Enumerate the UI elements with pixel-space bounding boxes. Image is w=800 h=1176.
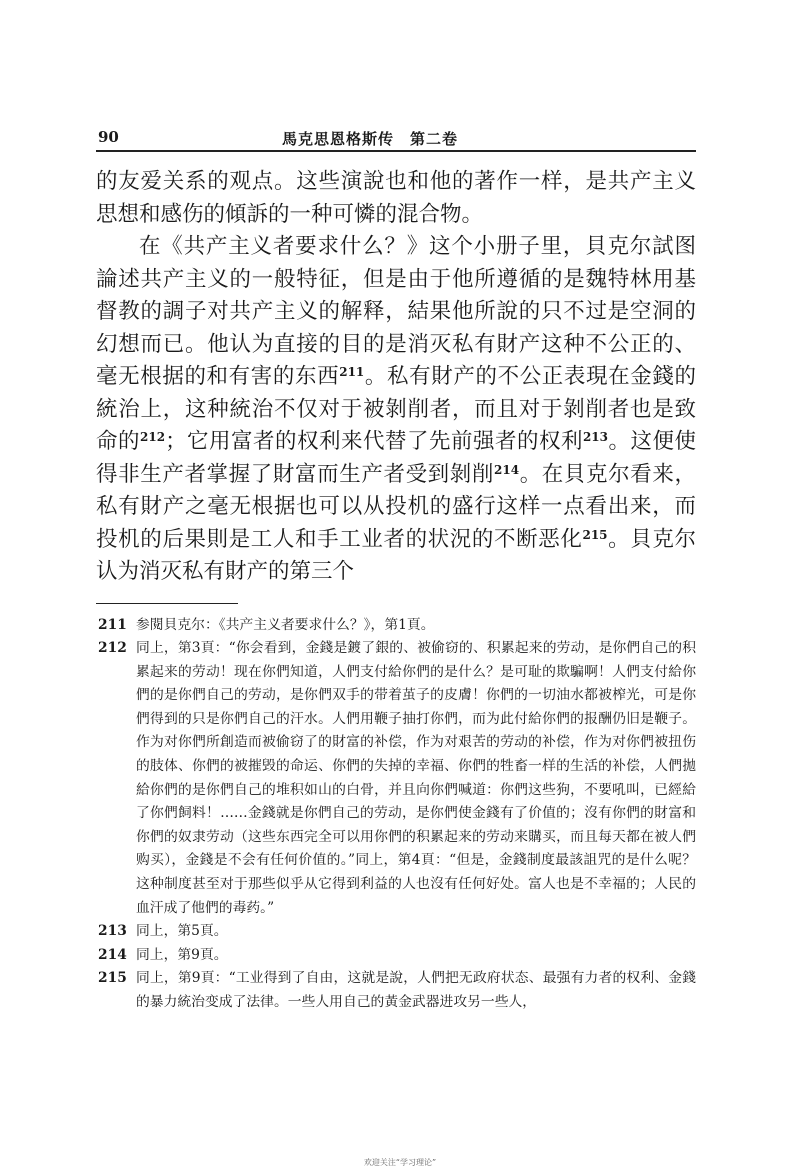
footnote — [96, 967, 696, 1014]
footnote — [96, 944, 696, 968]
footnote-number: 213 — [98, 923, 127, 940]
paragraph: 的友爱关系的观点。这些演說也和他的著作一样，是共产主义思想和感伤的傾訴的一种可憐的混合物。 — [96, 169, 696, 227]
footnote — [96, 637, 696, 920]
footnote-ref: 215 — [582, 527, 608, 542]
footnote-ref: 212 — [140, 430, 166, 444]
footnote-ref: 213 — [582, 430, 608, 444]
paragraph: 在《共产主义者要求什么？》这个小册子里，貝克尔試图論述共产主义的一般特征，但是由于他所遵循的是魏特林用基督教的調子对共产主义的解释，結果他所說的只不过是空洞的幻想而已。他认为直接的目的是消灭私有財产这种不公正的、毫无根据的和有害的东西$^{211}$。私有財产的不公正表現在金錢的統治上，这种統治不仅对于被剝削者，而且对于剝削者也是致命的$^{212}$；它用富者的权利来代替了先前强者的权利$^{213}$。这便使得非生产者掌握了財富而生产者受到剝削$^{214}$。在貝克尔看来，私有財产之毫无根据也可以从投机的盛行这样一点看出来，而投机的后果則是工人和手工业者的状況的不断恶化$^{215}$。貝克尔认为消灭私有財产的第三个 — [96, 234, 696, 584]
footnote — [96, 614, 696, 638]
watermark: 欢迎关注“学习理论” — [363, 1158, 437, 1167]
page-number: 90 — [98, 128, 119, 146]
footnote-text: 参閱貝克尔：《共产主义者要求什么？》，第1頁。 — [136, 616, 435, 633]
footnote-text: 同上，第9頁。 — [136, 946, 228, 963]
footnote-number: 212 — [98, 640, 127, 657]
footnote-number: 211 — [98, 616, 127, 633]
footnote — [96, 920, 696, 944]
footnote-text: 同上，第3頁：“你会看到，金錢是鍍了銀的、被偷窃的、积累起来的劳动，是你們自己的积累起来的劳动！现在你們知道，人們支付給你們的是什么？是可耻的欺騙啊！人們支付給你們的是你們自己的劳动，是你們双手的带着茧子的皮膚！你們的一切油水都被榨光，可是你們得到的只是你們自己的汗水。人們用鞭子抽打你們，而为此付給你們的报酬仍旧是鞭子。作为对你們所創造而被偷窃了的財富的补偿，作为对艰苦的劳动的补偿，作为对你們被扭伤的肢体、你們的被摧毁的命运、你們的失掉的幸福、你們的牲畜一样的生活的补偿，人們拋給你們的是你們自己的堆积如山的白骨，并且向你們喊道：你們这些狗，不要吼叫，已經給了你們飼料！……金錢就是你們自己的劳动，是你們使金錢有了价值的；沒有你們的財富和你們的奴隶劳动（这些东西完全可以用你們的积累起来的劳动来購买，而且每天都在被人們购买），金錢是不会有任何价值的。”同上，第4頁：“但是，金錢制度最該詛咒的是什么呢？这种制度甚至对于那些似乎从它得到利益的人也沒有任何好处。富人也是不幸福的；人民的血汗成了他們的毒药。” — [136, 640, 696, 916]
running-header — [96, 122, 696, 152]
footnote-ref: 214 — [494, 462, 520, 477]
footnote-number: 214 — [98, 946, 127, 963]
footnote-text: 同上，第5頁。 — [136, 923, 228, 940]
running-title: 馬克思恩格斯传 第二卷 — [282, 130, 459, 148]
footnote-text: 同上，第9頁：“工业得到了自由，这就是說，人們把无政府状态、最强有力者的权利、金錢的暴力統治变成了法律。一些人用自己的黃金武器进攻另一些人， — [136, 970, 696, 1010]
footnote-number: 215 — [98, 970, 127, 987]
main-text — [96, 166, 696, 589]
footnotes — [96, 614, 696, 1015]
footnote-divider — [96, 603, 238, 604]
book-page — [96, 122, 696, 1015]
footnote-ref: 211 — [339, 365, 365, 379]
